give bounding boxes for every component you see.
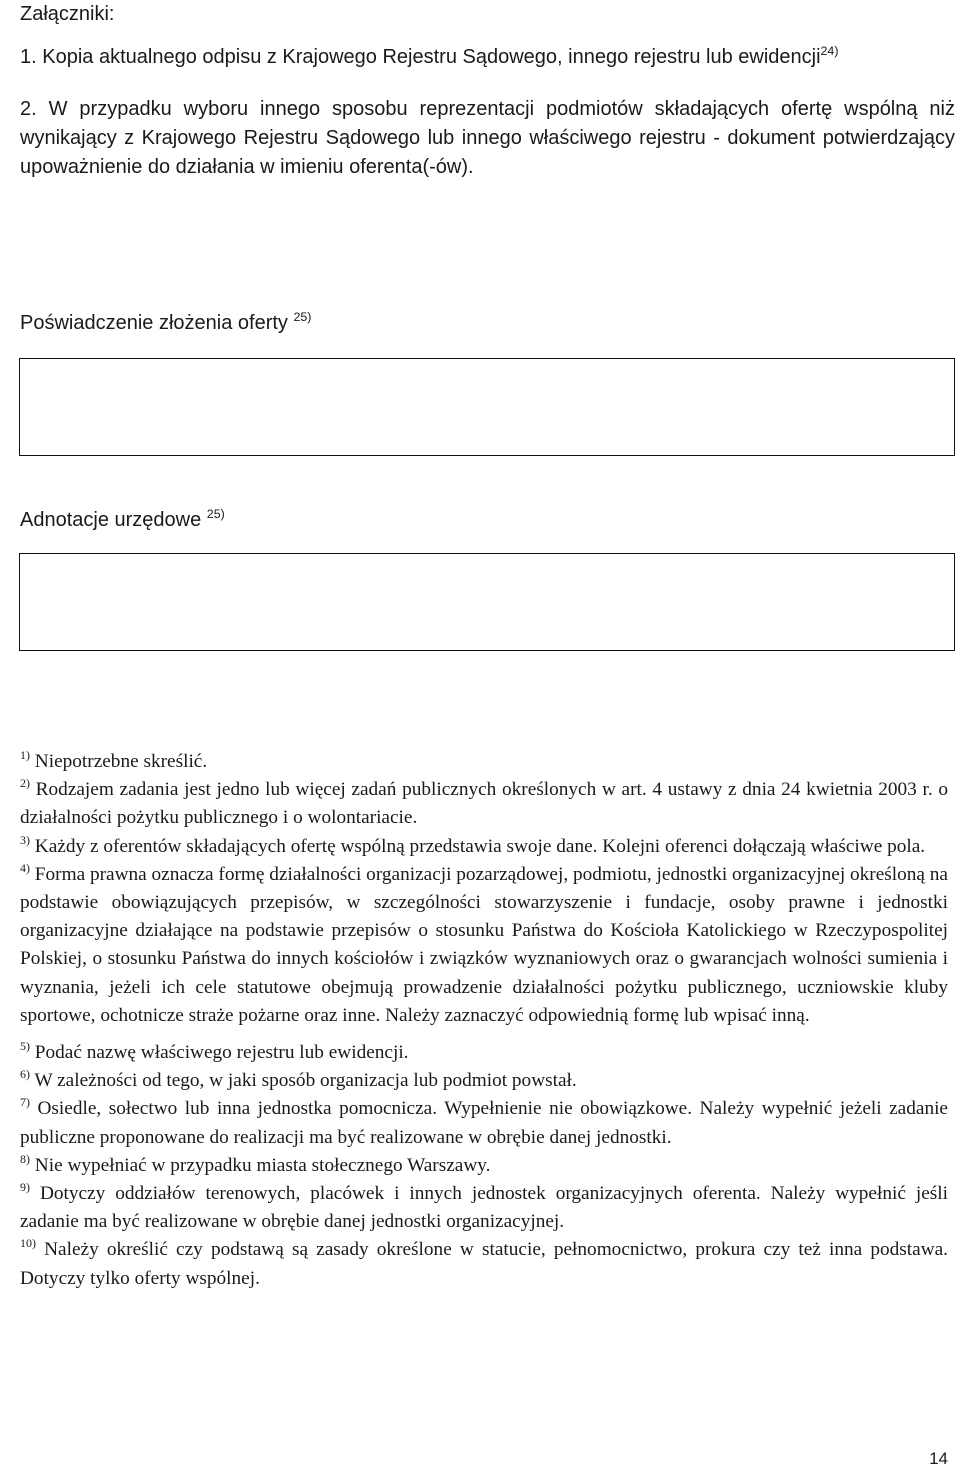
attachment-item-text: Kopia aktualnego odpisu z Krajowego Rejestru Sądowego, innego rejestru lub ewidencji bbox=[42, 46, 821, 68]
footnote-5 bbox=[20, 1039, 948, 1067]
footnote-8 bbox=[20, 1152, 948, 1180]
footnote-4 bbox=[20, 861, 948, 1030]
footnote-marker: 6) bbox=[20, 1067, 30, 1082]
footnote-2 bbox=[20, 776, 948, 832]
footnote-marker: 9) bbox=[20, 1180, 30, 1195]
footnote-marker: 8) bbox=[20, 1151, 30, 1166]
footnote-marker: 1) bbox=[20, 747, 30, 762]
footnote-marker: 4) bbox=[20, 860, 30, 875]
attachment-item-number: 2. bbox=[20, 98, 37, 120]
footnote-text: Podać nazwę właściwego rejestru lub ewidencji. bbox=[34, 1042, 409, 1064]
footnote-text: Należy określić czy podstawą są zasady określone w statucie, pełnomocnictwo, prokura czy też inna podstawa. Dotyczy tylko oferty wspólnej. bbox=[20, 1239, 949, 1289]
footnote-6 bbox=[20, 1067, 948, 1095]
footnote-text: Dotyczy oddziałów terenowych, placówek i innych jednostek organizacyjnych oferenta. Należy wypełnić jeśli zadanie ma być realizowane w obrębie danej jednostki organizacyjnej. bbox=[20, 1183, 948, 1233]
attachment-item-text: W przypadku wyboru innego sposobu reprezentacji podmiotów składających ofertę wspólną niż wynikający z Krajowego Rejestru Sądowego lub innego właściwego rejestru - dokument potwierdzający upoważnienie do działania w imieniu oferenta(-ów). bbox=[20, 98, 955, 178]
submission-confirmation-label bbox=[20, 310, 311, 336]
attachment-item-2 bbox=[20, 95, 955, 182]
official-annotations-label bbox=[20, 507, 225, 533]
footnote-reference: 24) bbox=[820, 43, 839, 58]
footnote-marker: 7) bbox=[20, 1095, 30, 1110]
submission-confirmation-text: Poświadczenie złożenia oferty bbox=[20, 312, 288, 334]
footnote-marker: 5) bbox=[20, 1039, 30, 1054]
footnote-text: Nie wypełniać w przypadku miasta stołecznego Warszawy. bbox=[34, 1154, 491, 1176]
footnote-marker: 10) bbox=[20, 1236, 36, 1251]
attachment-item-1 bbox=[20, 44, 955, 70]
footnote-reference: 25) bbox=[293, 309, 312, 324]
footnote-9 bbox=[20, 1180, 948, 1236]
attachments-heading: Załączniki: bbox=[20, 3, 115, 25]
attachment-item-number: 1. bbox=[20, 46, 37, 68]
footnote-text: Forma prawna oznacza formę działalności organizacji pozarządowej, podmiotu, jednostki organizacyjnej określoną na podstawie obowiązujących przepisów, w szczególności stowarzyszenie i fundacje, osoby prawne i jednostki organizacyjne działające na podstawie przepisów o stosunku Państwa do Kościoła Katolickiego w Rzeczypospolitej Polskiej, o stosunku Państwa do innych kościołów i związków wyznaniowych oraz o gwarancjach wolności sumienia i wyznania, jeżeli ich cele statutowe obejmują prowadzenie działalności pożytku publicznego, uczniowskie kluby sportowe, ochotnicze straże pożarne oraz inne. Należy zaznaczyć odpowiednią formę lub wpisać inną. bbox=[20, 863, 948, 1026]
official-annotations-text: Adnotacje urzędowe bbox=[20, 509, 202, 531]
footnote-3 bbox=[20, 833, 948, 861]
footnote-text: Każdy z oferentów składających ofertę wspólną przedstawia swoje dane. Kolejni oferenci dołączają właściwe pola. bbox=[34, 835, 926, 857]
official-annotations-box[interactable] bbox=[19, 553, 955, 651]
submission-confirmation-box[interactable] bbox=[19, 358, 955, 456]
footnote-marker: 3) bbox=[20, 832, 30, 847]
footnotes-section bbox=[20, 748, 948, 1293]
page-number: 14 bbox=[929, 1449, 948, 1468]
footnote-1 bbox=[20, 748, 948, 776]
footnote-text: Niepotrzebne skreślić. bbox=[34, 751, 208, 772]
footnote-7 bbox=[20, 1095, 948, 1151]
footnote-text: W zależności od tego, w jaki sposób organizacja lub podmiot powstał. bbox=[34, 1070, 577, 1092]
footnote-text: Rodzajem zadania jest jedno lub więcej zadań publicznych określonych w art. 4 ustawy z dnia 24 kwietnia 2003 r. o działalności pożytku publicznego i o wolontariacie. bbox=[20, 779, 948, 829]
footnote-marker: 2) bbox=[20, 776, 30, 791]
footnote-10 bbox=[20, 1236, 948, 1292]
footnote-reference: 25) bbox=[206, 506, 225, 521]
footnote-text: Osiedle, sołectwo lub inna jednostka pomocnicza. Wypełnienie nie obowiązkowe. Należy wypełnić jeżeli zadanie publiczne proponowane do realizacji ma być realizowane w obrębie danej jednostki. bbox=[20, 1098, 948, 1148]
